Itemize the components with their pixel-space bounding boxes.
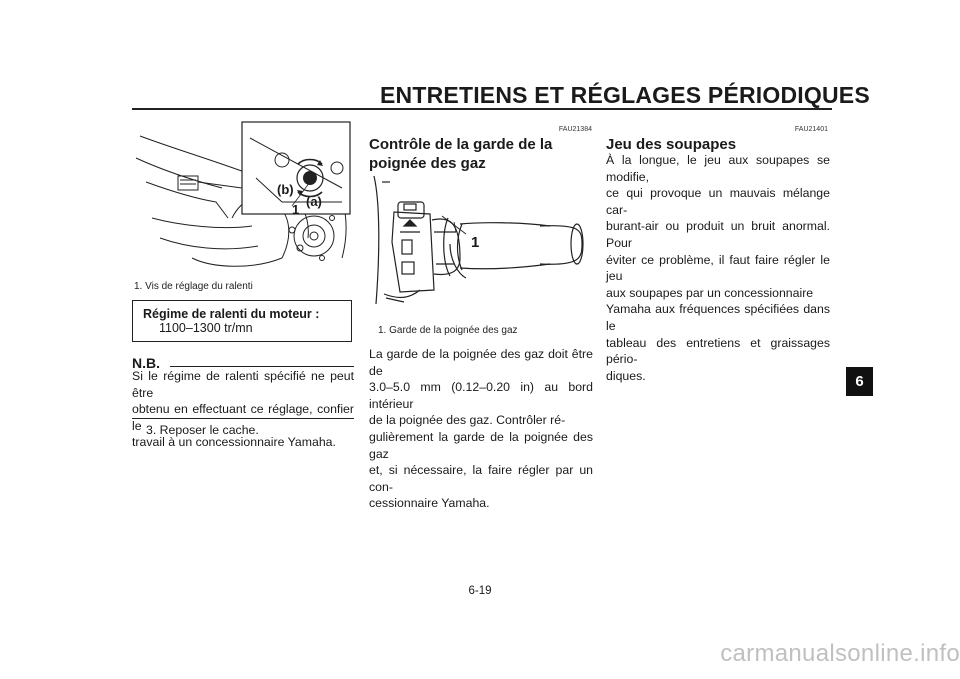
figure-caption-idle-screw: 1. Vis de réglage du ralenti: [134, 281, 253, 292]
chapter-tab: 6: [846, 367, 873, 396]
nb-rule-bottom: [132, 418, 354, 419]
paragraph-line: aux soupapes par un concessionnaire: [606, 285, 814, 300]
paragraph-line: La garde de la poignée des gaz doit être de: [369, 347, 593, 378]
paragraph-line: et, si nécessaire, la faire régler par un con-: [369, 463, 593, 494]
paragraph-line: de la poignée des gaz. Contrôler ré-: [369, 413, 566, 428]
section-title-line: Contrôle de la garde de la: [369, 136, 553, 153]
section-code-valves: FAU21401: [794, 126, 828, 133]
nb-line: obtenu en effectuant ce réglage, confier le: [132, 402, 354, 433]
paragraph-line: tableau des entretiens et graissages pério-: [606, 335, 830, 367]
paragraph-line: cessionnaire Yamaha.: [369, 496, 490, 511]
throttle-grip-illustration: [370, 172, 592, 310]
section-title-line: poignée des gaz: [369, 155, 486, 172]
section-title-throttle: [369, 135, 593, 173]
callout-1: 1: [292, 202, 300, 217]
paragraph-line: À la longue, le jeu aux soupapes se modifie,: [606, 153, 830, 184]
figure-caption-throttle: 1. Garde de la poignée des gaz: [378, 325, 518, 336]
callout-b: (b): [277, 182, 294, 197]
throttle-paragraph: [369, 346, 593, 512]
idle-speed-spec-box: [132, 300, 352, 342]
step-3: 3. Reposer le cache.: [146, 423, 259, 437]
paragraph-line: burant-air ou produit un bruit anormal. Pour: [606, 219, 830, 250]
nb-line: Si le régime de ralenti spécifié ne peut être: [132, 369, 354, 400]
spec-label: Régime de ralenti du moteur :: [143, 307, 320, 321]
section-code-throttle: FAU21384: [558, 126, 592, 133]
idle-screw-figure: [132, 118, 354, 273]
paragraph-line: gulièrement la garde de la poignée des gaz: [369, 429, 593, 461]
callout-a: (a): [306, 194, 322, 209]
valves-paragraph: [606, 152, 830, 384]
page-header-title: ENTRETIENS ET RÉGLAGES PÉRIODIQUES: [380, 82, 870, 108]
nb-rule-top: [170, 366, 354, 367]
paragraph-line: ce qui provoque un mauvais mélange car-: [606, 186, 830, 217]
watermark: carmanualsonline.info: [720, 640, 960, 667]
paragraph-line: diques.: [606, 368, 646, 383]
paragraph-line: Yamaha aux fréquences spécifiées dans le: [606, 302, 830, 333]
spec-value: 1100–1300 tr/mn: [159, 321, 253, 335]
section-title-valves: Jeu des soupapes: [606, 136, 737, 153]
page-number: 6-19: [468, 585, 492, 597]
nb-title: N.B.: [132, 355, 160, 371]
callout-1: 1: [471, 234, 480, 251]
header-rule: [132, 108, 832, 110]
paragraph-line: 3.0–5.0 mm (0.12–0.20 in) au bord intérieur: [369, 380, 593, 411]
nb-line: travail à un concessionnaire Yamaha.: [132, 435, 336, 450]
paragraph-line: éviter ce problème, il faut faire régler le jeu: [606, 252, 830, 284]
throttle-grip-figure: [370, 172, 592, 310]
